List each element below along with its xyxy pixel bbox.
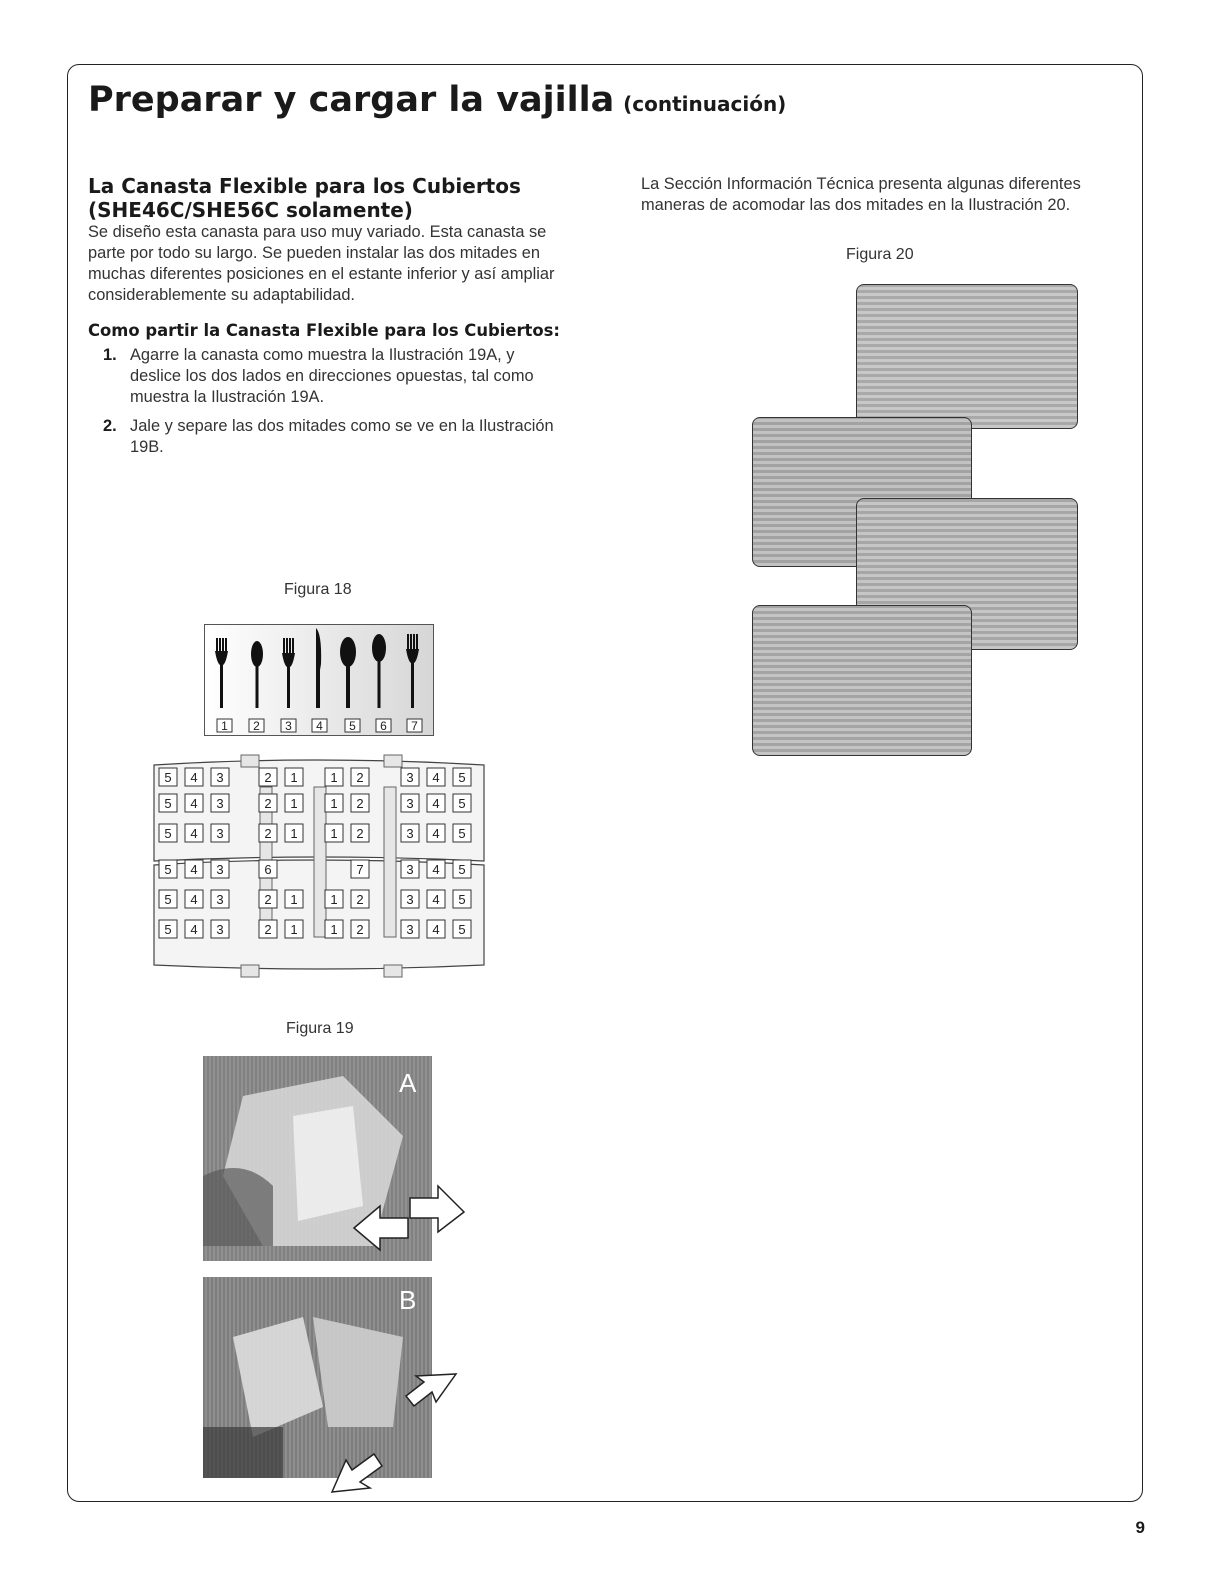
basket-cell-number: 1 (290, 796, 298, 811)
basket-cell-number: 1 (290, 922, 298, 937)
basket-cell-number: 1 (290, 826, 298, 841)
basket-cell-number: 5 (458, 862, 466, 877)
figure-18-caption: Figura 18 (284, 581, 352, 598)
basket-cell-number: 4 (190, 922, 198, 937)
section-heading-line1: La Canasta Flexible para los Cubiertos (88, 174, 521, 198)
basket-cell-number: 7 (356, 862, 364, 877)
basket-cell-number: 4 (190, 826, 198, 841)
step-text: Agarre la canasta como muestra la Ilustración 19A, y deslice los dos lados en direcciones opuestas, tal como muestra la Ilustración 19A. (130, 346, 534, 406)
utensil-number: 7 (411, 719, 418, 733)
basket-cell-number: 2 (356, 922, 364, 937)
basket-cell-number: 5 (164, 770, 172, 785)
split-arrows-icon (330, 1368, 460, 1500)
figure-18-basket-diagram (148, 753, 490, 981)
basket-cell-number: 1 (330, 826, 338, 841)
basket-cell-number: 5 (164, 892, 172, 907)
basket-cell-number: 2 (264, 826, 272, 841)
steps-list (88, 345, 568, 458)
basket-cell-number: 4 (432, 862, 440, 877)
basket-cell-number: 4 (432, 770, 440, 785)
basket-cell-number: 5 (458, 922, 466, 937)
basket-cell-number: 1 (330, 922, 338, 937)
utensil-number: 1 (221, 719, 228, 733)
basket-cell-number: 3 (216, 826, 224, 841)
basket-cell-number: 4 (190, 892, 198, 907)
basket-cell-number: 3 (216, 892, 224, 907)
step-number: 2. (103, 417, 117, 435)
basket-cell-number: 4 (432, 826, 440, 841)
basket-cell-number: 2 (356, 892, 364, 907)
page-number: 9 (1135, 1518, 1145, 1537)
basket-cell-number: 5 (164, 826, 172, 841)
figure-20-photo-collage (752, 284, 1076, 754)
figure-18-utensils-illustration (204, 624, 434, 736)
basket-cell-number: 4 (190, 796, 198, 811)
basket-cell-number: 5 (458, 826, 466, 841)
basket-cell-number: 3 (216, 770, 224, 785)
basket-cell-number: 2 (356, 770, 364, 785)
basket-cell-number: 5 (458, 796, 466, 811)
page-title (88, 80, 786, 120)
basket-cell-number: 5 (458, 892, 466, 907)
basket-cell-number: 3 (406, 796, 414, 811)
basket-cell-number: 4 (432, 892, 440, 907)
basket-cell-number: 2 (356, 826, 364, 841)
figure-20-caption: Figura 20 (846, 246, 914, 263)
basket-cell-number: 2 (264, 922, 272, 937)
utensil-number: 5 (349, 719, 356, 733)
step-item (88, 345, 568, 408)
basket-cell-number: 3 (216, 862, 224, 877)
basket-cell-number: 4 (190, 770, 198, 785)
figure-19b-label: B (399, 1285, 417, 1315)
basket-cell-number: 3 (216, 922, 224, 937)
basket-cell-number: 3 (406, 862, 414, 877)
step-text: Jale y separe las dos mitades como se ve en la Ilustración 19B. (130, 417, 554, 456)
basket-cell-number: 5 (164, 862, 172, 877)
left-column (88, 174, 568, 466)
section-heading-line2: (SHE46C/SHE56C solamente) (88, 198, 413, 222)
figure-20-photo-top-back (856, 284, 1078, 429)
basket-cell-number: 3 (406, 892, 414, 907)
basket-cell-number: 3 (406, 770, 414, 785)
basket-cell-number: 3 (216, 796, 224, 811)
basket-cell-number: 5 (164, 796, 172, 811)
page-title-suffix: (continuación) (623, 92, 787, 116)
basket-cell-number: 5 (458, 770, 466, 785)
basket-cell-number: 3 (406, 826, 414, 841)
basket-cell-number: 2 (264, 892, 272, 907)
double-arrow-icon (352, 1178, 468, 1254)
step-item (88, 416, 568, 458)
basket-cell-number: 4 (190, 862, 198, 877)
basket-cell-number: 4 (432, 796, 440, 811)
basket-cell-number: 1 (330, 796, 338, 811)
utensil-number: 4 (316, 719, 323, 733)
figure-19a-label: A (399, 1068, 417, 1098)
right-paragraph: La Sección Información Técnica presenta algunas diferentes maneras de acomodar las dos mitades en la Ilustración 20. (641, 175, 1081, 214)
basket-cell-number: 5 (164, 922, 172, 937)
basket-cell-number: 4 (432, 922, 440, 937)
basket-cell-number: 2 (264, 796, 272, 811)
basket-cell-number: 1 (330, 892, 338, 907)
basket-cell-number: 1 (290, 892, 298, 907)
page-title-main: Preparar y cargar la vajilla (88, 80, 615, 120)
basket-cell-number: 3 (406, 922, 414, 937)
basket-cell-number: 1 (290, 770, 298, 785)
basket-cell-number: 1 (330, 770, 338, 785)
step-number: 1. (103, 346, 117, 364)
utensil-number: 3 (285, 719, 292, 733)
figure-20-photo-bottom-front (752, 605, 972, 756)
utensil-number: 2 (253, 719, 260, 733)
figure-19-caption: Figura 19 (286, 1020, 354, 1037)
section-intro: Se diseño esta canasta para uso muy variado. Esta canasta se parte por todo su largo. Se pueden instalar las dos mitades en muchas diferentes posiciones en el estante inferior y así ampliar considerablemente su adaptabilidad. (88, 223, 555, 304)
right-column (641, 174, 1131, 216)
basket-cell-number: 6 (264, 862, 272, 877)
basket-cell-number: 2 (356, 796, 364, 811)
subsection-heading: Como partir la Canasta Flexible para los Cubiertos: (88, 321, 560, 340)
basket-cell-number: 2 (264, 770, 272, 785)
utensil-number: 6 (380, 719, 387, 733)
